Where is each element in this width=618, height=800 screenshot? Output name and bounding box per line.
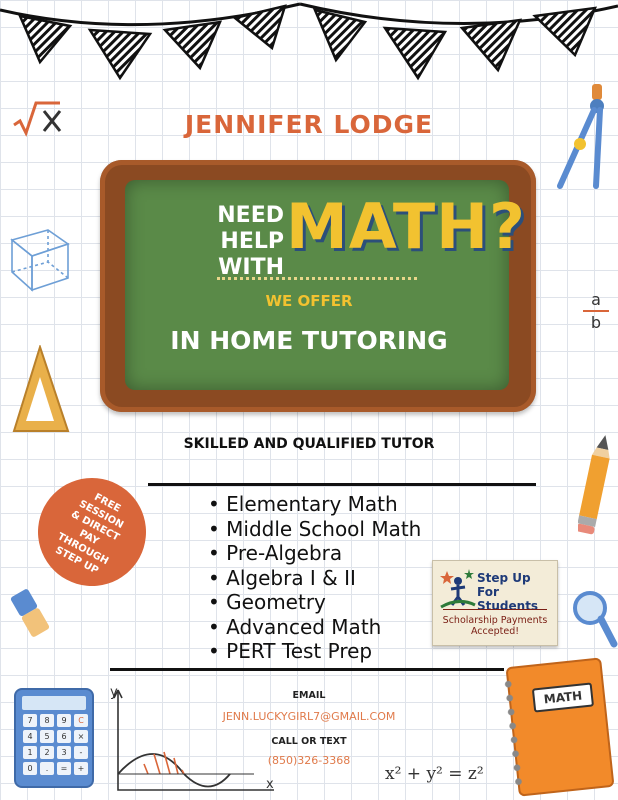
list-item: • Advanced Math	[208, 615, 421, 640]
calculator-key: ×	[74, 730, 88, 743]
notebook-label: MATH	[532, 682, 594, 712]
phone-value: (850)326-3368	[267, 754, 351, 767]
step-up-figure-icon	[439, 567, 477, 609]
step-up-title-line1: Step Up	[477, 571, 531, 585]
need-help-line1: NEED HELP	[217, 203, 284, 254]
top-divider	[148, 483, 536, 486]
subject-list	[208, 492, 421, 664]
phone-label: CALL OR TEXT	[271, 736, 347, 747]
badge-text: FREE SESSION & DIRECT PAY THROUGH STEP UP	[53, 491, 126, 577]
calculator-key: 4	[23, 730, 37, 743]
chalk-dotted-divider	[217, 277, 417, 280]
calculator-key: 7	[23, 714, 37, 727]
step-up-divider	[443, 609, 547, 610]
service-text: IN HOME TUTORING	[170, 326, 448, 355]
calculator-key: C	[74, 714, 88, 727]
pythagoras-formula: x² + y² = z²	[385, 764, 484, 784]
email-value: JENN.LUCKYGIRL7@GMAIL.COM	[222, 710, 396, 723]
axis-x-label: x	[266, 777, 274, 792]
axis-y-label: y	[110, 685, 118, 700]
calculator-key: +	[74, 762, 88, 775]
calculator-key: =	[57, 762, 71, 775]
list-item: • Elementary Math	[208, 492, 421, 517]
cube-icon	[8, 222, 74, 294]
fraction-bar	[583, 310, 609, 312]
calculator-key: 2	[40, 746, 54, 759]
list-item: • Algebra I & II	[208, 566, 421, 591]
need-help-text	[152, 203, 284, 281]
list-item: • Geometry	[208, 590, 421, 615]
step-up-title-line2: For Students	[477, 585, 539, 613]
notebook-cover	[505, 657, 614, 796]
triangle-ruler-icon	[10, 345, 72, 437]
need-help-line2: WITH	[218, 255, 284, 280]
calculator-key: .	[40, 762, 54, 775]
math-headline: MATH?	[286, 190, 527, 263]
we-offer-text: WE OFFER	[265, 292, 353, 310]
calculator-key: 1	[23, 746, 37, 759]
calculator-key: 0	[23, 762, 37, 775]
notebook-rings	[503, 677, 524, 787]
fraction-denominator: b	[590, 313, 602, 332]
bottom-divider	[110, 668, 504, 671]
list-item: • Pre-Algebra	[208, 541, 421, 566]
email-label: EMAIL	[292, 690, 326, 701]
tagline: SKILLED AND QUALIFIED TUTOR	[183, 436, 435, 452]
list-item: • PERT Test Prep	[208, 639, 421, 664]
notebook-icon	[506, 662, 606, 790]
calculator-key: 3	[57, 746, 71, 759]
bunting-decoration	[0, 0, 618, 90]
calculator-key: 6	[57, 730, 71, 743]
eraser-icon	[10, 586, 50, 640]
calculator-key: 9	[57, 714, 71, 727]
step-up-logo	[432, 560, 558, 646]
magnifier-icon	[570, 588, 618, 650]
step-up-note-line2: Accepted!	[470, 626, 520, 637]
calculator-key: 8	[40, 714, 54, 727]
step-up-note-line1: Scholarship Payments	[442, 615, 548, 626]
tutor-name: JENNIFER LODGE	[184, 110, 434, 139]
calculator-key: 5	[40, 730, 54, 743]
list-item: • Middle School Math	[208, 517, 421, 542]
fraction-numerator: a	[591, 290, 601, 309]
calculator-key: -	[74, 746, 88, 759]
step-up-note	[433, 615, 557, 637]
step-up-title	[477, 571, 557, 613]
